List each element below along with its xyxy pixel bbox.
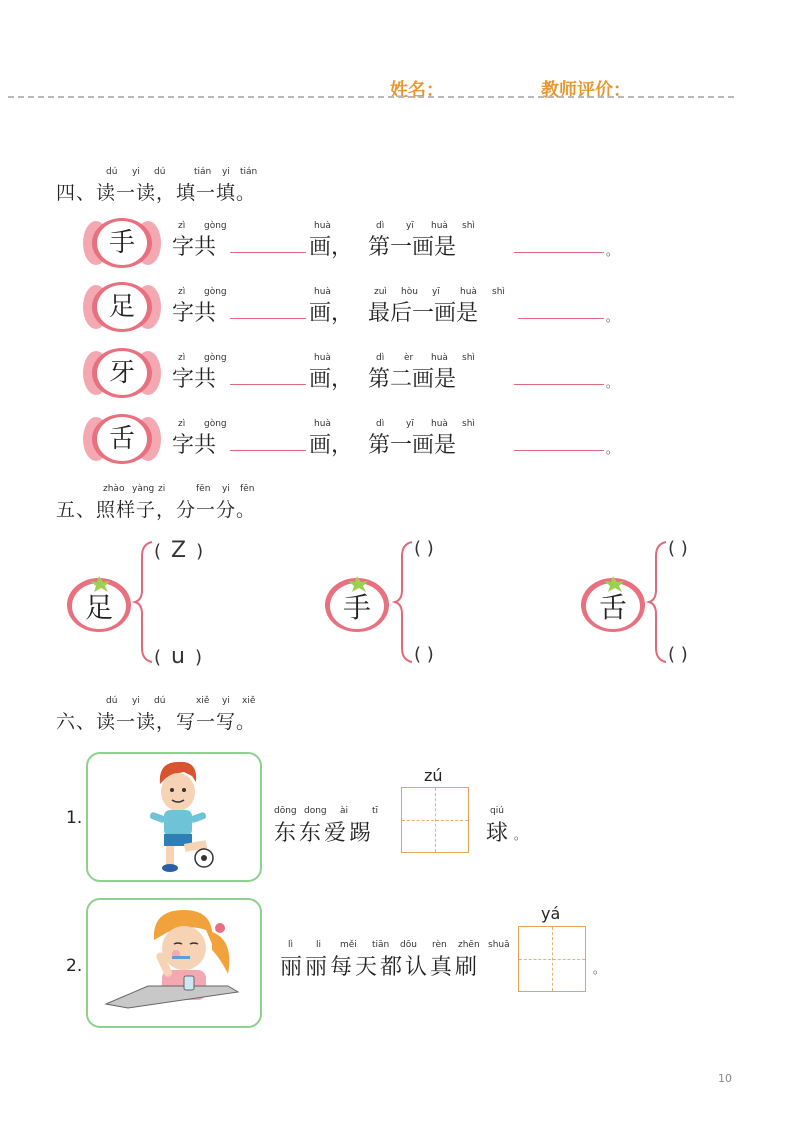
item-number: 1. [66,808,83,828]
header-divider [8,96,734,98]
period: 。 [606,442,619,456]
badge-char: 手 [108,228,135,258]
paren-slot-bottom[interactable]: ( ) [668,644,688,665]
answer-blank[interactable] [514,450,604,451]
pinyin: huà [431,353,448,363]
pinyin: yī [432,287,440,297]
pinyin: shì [462,353,475,363]
pinyin: xiě [242,696,256,706]
answer-blank[interactable] [514,252,604,253]
pinyin: zhào [103,484,125,494]
sentence: 丽丽每天都认真刷 [280,955,481,980]
section6-title: 六、读一读，写一写。 [56,711,257,733]
grid-line [435,788,436,852]
row-text: 画， [309,433,354,458]
pinyin: fēn [240,484,255,494]
paren-slot-bottom[interactable]: ( ) [414,644,434,665]
char-badge [82,346,162,404]
paren-slot-top[interactable]: ( ) [414,538,434,559]
box-pinyin: zú [424,766,443,785]
period: 。 [606,376,619,390]
row-text: 字共 [172,235,217,260]
item-number: 2. [66,956,83,976]
pinyin: dì [376,419,385,429]
pinyin: tī [372,806,379,816]
row-text: 字共 [172,367,217,392]
pinyin: zhēn [458,940,480,950]
pinyin: èr [404,353,414,363]
pinyin: gòng [204,353,227,363]
row-text: 画， [309,367,354,392]
pinyin: xiě [196,696,210,706]
pinyin: huà [314,287,331,297]
char-badge [82,280,162,338]
girl-brushing-teeth-icon [88,900,260,1026]
pinyin: li [316,940,322,950]
page-number: 10 [718,1072,732,1085]
pinyin: huà [314,353,331,363]
paren-slot-bottom[interactable]: ( u ) [154,644,203,669]
pinyin: huà [431,221,448,231]
pinyin: yi [132,167,140,177]
brace-icon [646,540,668,664]
row-text: 字共 [172,301,217,326]
paren-slot-top[interactable]: ( Z ) [154,538,204,563]
tomato-char: 足 [84,591,113,624]
pinyin: shì [462,419,475,429]
pinyin: ài [340,806,349,816]
brace-icon [132,540,154,664]
sentence-end: 球 [486,821,509,846]
tomato-char: 手 [342,591,371,624]
section5-title: 五、照样子，分一分。 [56,499,257,521]
tomato-char: 舌 [598,591,627,624]
answer-blank[interactable] [230,318,306,319]
section4-title: 四、读一读，填一填。 [56,182,257,204]
pinyin: yi [132,696,140,706]
pinyin: huà [314,221,331,231]
pinyin: hòu [401,287,418,297]
answer-bottom: u [171,644,185,669]
pinyin: dú [154,696,166,706]
char-badge [82,216,162,274]
answer-blank[interactable] [230,384,306,385]
pinyin: huà [460,287,477,297]
pinyin: tián [240,167,258,177]
name-label: 姓名： [390,80,444,101]
pinyin: dōu [400,940,417,950]
answer-top: Z [171,538,187,563]
pinyin: zì [178,419,186,429]
pinyin: zì [178,287,186,297]
pinyin: měi [340,940,357,950]
brace-icon [392,540,414,664]
period: 。 [593,962,606,976]
picture-frame [86,898,262,1028]
sentence: 东东爱踢 [274,821,375,846]
pinyin: shì [462,221,475,231]
pinyin: dú [106,696,118,706]
pinyin: dì [376,353,385,363]
pinyin: huà [314,419,331,429]
pinyin: shì [492,287,505,297]
answer-blank[interactable] [518,318,604,319]
grid-line [552,927,553,991]
row-text: 最后一画是 [368,301,479,326]
pinyin: zi [158,484,166,494]
pinyin: dōng [274,806,297,816]
pinyin: fēn [196,484,211,494]
char-badge [82,412,162,470]
pinyin: tiān [372,940,390,950]
box-pinyin: yá [541,904,561,923]
period: 。 [606,244,619,258]
pinyin: lì [288,940,294,950]
answer-blank[interactable] [230,450,306,451]
pinyin: gòng [204,419,227,429]
pinyin: yi [222,167,230,177]
pinyin: zuì [374,287,387,297]
paren-slot-top[interactable]: ( ) [668,538,688,559]
writing-box[interactable] [401,787,469,853]
pinyin: zì [178,353,186,363]
teacher-eval-label: 教师评价： [541,80,631,101]
pinyin: gòng [204,287,227,297]
pinyin: yi [222,484,230,494]
pinyin: yī [406,221,414,231]
row-text: 第二画是 [368,367,457,392]
picture-frame [86,752,262,882]
pinyin: huà [431,419,448,429]
period: 。 [606,310,619,324]
pinyin: dú [154,167,166,177]
pinyin: shuā [488,940,510,950]
pinyin: yi [222,696,230,706]
pinyin: dì [376,221,385,231]
writing-box[interactable] [518,926,586,992]
row-text: 第一画是 [368,235,457,260]
pinyin: dú [106,167,118,177]
pinyin: yī [406,419,414,429]
pinyin: yàng [132,484,155,494]
pinyin: zì [178,221,186,231]
period: 。 [514,828,527,842]
boy-kicking-ball-icon [88,754,260,880]
pinyin: gòng [204,221,227,231]
row-text: 第一画是 [368,433,457,458]
badge-char: 舌 [108,424,135,454]
pinyin: dong [304,806,327,816]
row-text: 画， [309,301,354,326]
answer-blank[interactable] [230,252,306,253]
answer-blank[interactable] [514,384,604,385]
badge-char: 牙 [108,358,135,388]
badge-char: 足 [108,292,135,322]
pinyin: tián [194,167,212,177]
row-text: 字共 [172,433,217,458]
row-text: 画， [309,235,354,260]
pinyin: qiú [490,806,504,816]
pinyin: rèn [432,940,447,950]
